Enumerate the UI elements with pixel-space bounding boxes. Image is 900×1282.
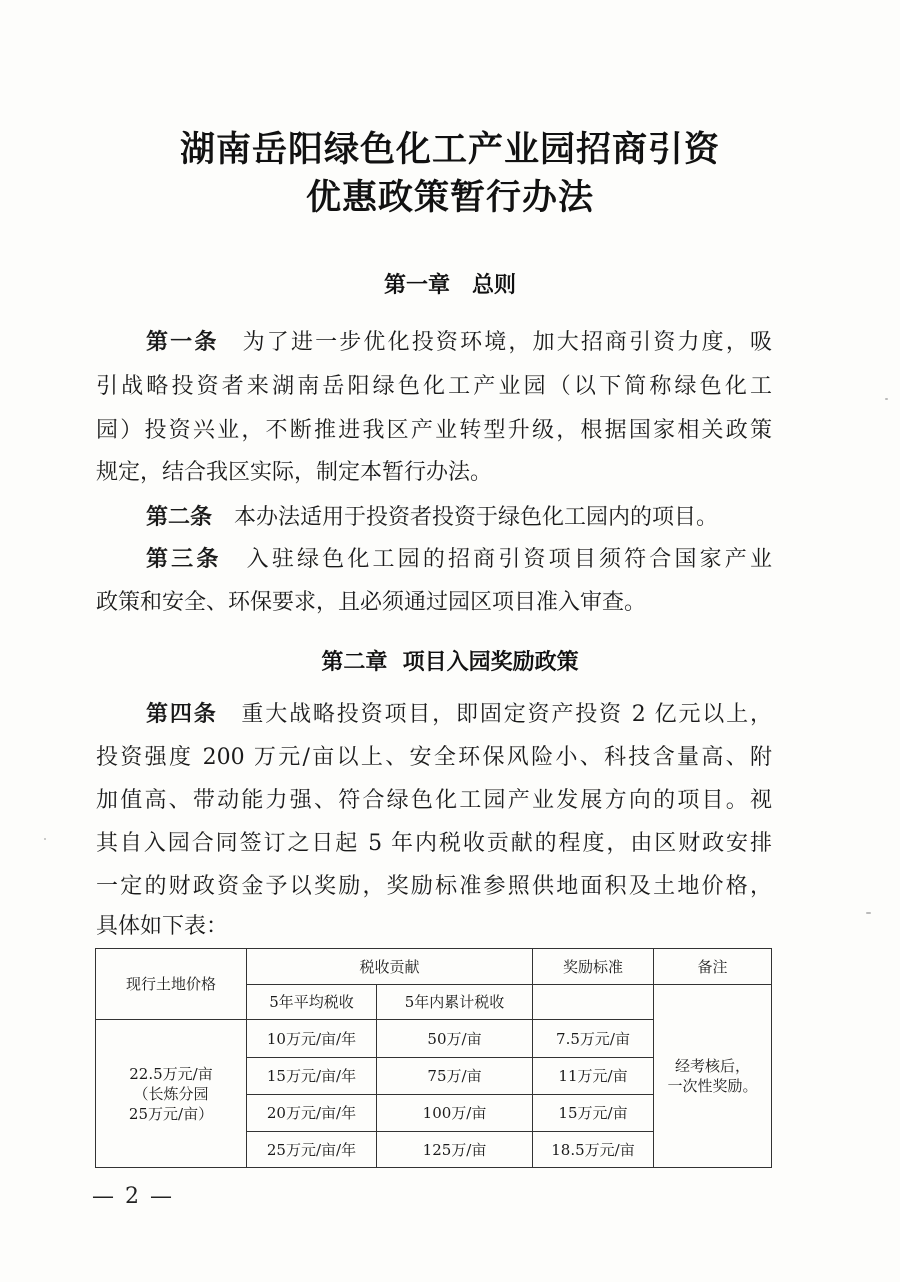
page-number: — 2 —	[92, 1184, 174, 1209]
article-3-label: 第三条	[146, 547, 222, 572]
article-4-line-4: 其自入园合同签订之日起 5 年内税收贡献的程度，由区财政安排	[96, 831, 772, 856]
article-4-line-3: 加值高、带动能力强、符合绿色化工园产业发展方向的项目。视	[96, 788, 772, 813]
remarks-line-1: 经考核后，	[674, 1057, 750, 1075]
remarks-line-2: 一次性奖励。	[667, 1077, 758, 1095]
header-avg-tax: 5年平均税收	[247, 985, 377, 1020]
article-1-label: 第一条	[146, 330, 219, 355]
document-title-line1: 湖南岳阳绿色化工产业园招商引资	[179, 130, 720, 170]
article-4-text-1: 重大战略投资项目，即固定资产投资 2 亿元以上，	[239, 702, 772, 727]
avg-tax-cell: 20万元/亩/年	[247, 1095, 377, 1132]
header-reward-empty	[533, 985, 654, 1020]
reward-cell: 15万元/亩	[533, 1095, 654, 1132]
reward-cell: 18.5万元/亩	[533, 1132, 654, 1168]
scan-speck	[44, 838, 46, 840]
article-1-line-3: 园）投资兴业，不断推进我区产业转型升级，根据国家相关政策	[96, 418, 772, 443]
land-price-line-3: 25万元/亩）	[128, 1104, 214, 1123]
article-1-line-4: 规定，结合我区实际，制定本暂行办法。	[96, 460, 493, 485]
header-reward-standard: 奖励标准	[533, 949, 654, 985]
article-4-line-2: 投资强度 200 万元/亩以上、安全环保风险小、科技含量高、附	[96, 745, 772, 770]
header-tax-contribution: 税收贡献	[247, 949, 533, 985]
article-1-text-1: 为了进一步优化投资环境，加大招商引资力度，吸	[240, 330, 772, 355]
article-3-text-1: 入驻绿色化工园的招商引资项目须符合国家产业	[243, 547, 772, 572]
scan-speck	[866, 912, 871, 914]
article-4-line-5: 一定的财政资金予以奖励，奖励标准参照供地面积及土地价格，	[96, 874, 772, 899]
header-cumulative-tax: 5年内累计税收	[377, 985, 533, 1020]
chapter-1-name: 总则	[472, 273, 517, 298]
scan-speck	[885, 398, 888, 400]
reward-cell: 7.5万元/亩	[533, 1020, 654, 1058]
article-3-line-1	[146, 545, 772, 575]
article-2-label: 第二条	[146, 505, 213, 530]
chapter-2-heading: 第二章 项目入园奖励政策	[321, 650, 579, 675]
land-price-cell	[96, 1020, 247, 1168]
article-4-line-6: 具体如下表：	[96, 914, 229, 939]
avg-tax-cell: 25万元/亩/年	[247, 1132, 377, 1168]
reward-cell: 11万元/亩	[533, 1058, 654, 1095]
article-4-label: 第四条	[146, 702, 218, 727]
article-2-text-1: 本办法适用于投资者投资于绿色化工园内的项目。	[234, 505, 719, 530]
article-1-line-1	[146, 328, 772, 358]
cumulative-tax-cell: 100万/亩	[377, 1095, 533, 1132]
remarks-cell	[654, 985, 772, 1168]
cumulative-tax-cell: 50万/亩	[377, 1020, 533, 1058]
cumulative-tax-cell: 125万/亩	[377, 1132, 533, 1168]
reward-table	[95, 948, 772, 1168]
header-land-price: 现行土地价格	[96, 949, 247, 1020]
cumulative-tax-cell: 75万/亩	[377, 1058, 533, 1095]
table-header-row-1	[96, 949, 772, 985]
article-2-line-1	[146, 503, 772, 533]
article-1-line-2: 引战略投资者来湖南岳阳绿色化工产业园（以下简称绿色化工	[96, 374, 772, 399]
avg-tax-cell: 10万元/亩/年	[247, 1020, 377, 1058]
land-price-line-1: 22.5万元/亩	[129, 1064, 213, 1083]
chapter-1-number: 第一章	[383, 273, 450, 298]
avg-tax-cell: 15万元/亩/年	[247, 1058, 377, 1095]
article-4-line-1	[146, 700, 772, 730]
chapter-1-heading	[0, 268, 900, 299]
land-price-line-2: （长炼分园	[133, 1084, 209, 1103]
header-remarks: 备注	[654, 949, 772, 985]
document-title-line2: 优惠政策暂行办法	[305, 178, 594, 218]
article-3-line-2: 政策和安全、环保要求，且必须通过园区项目准入审查。	[96, 590, 647, 615]
